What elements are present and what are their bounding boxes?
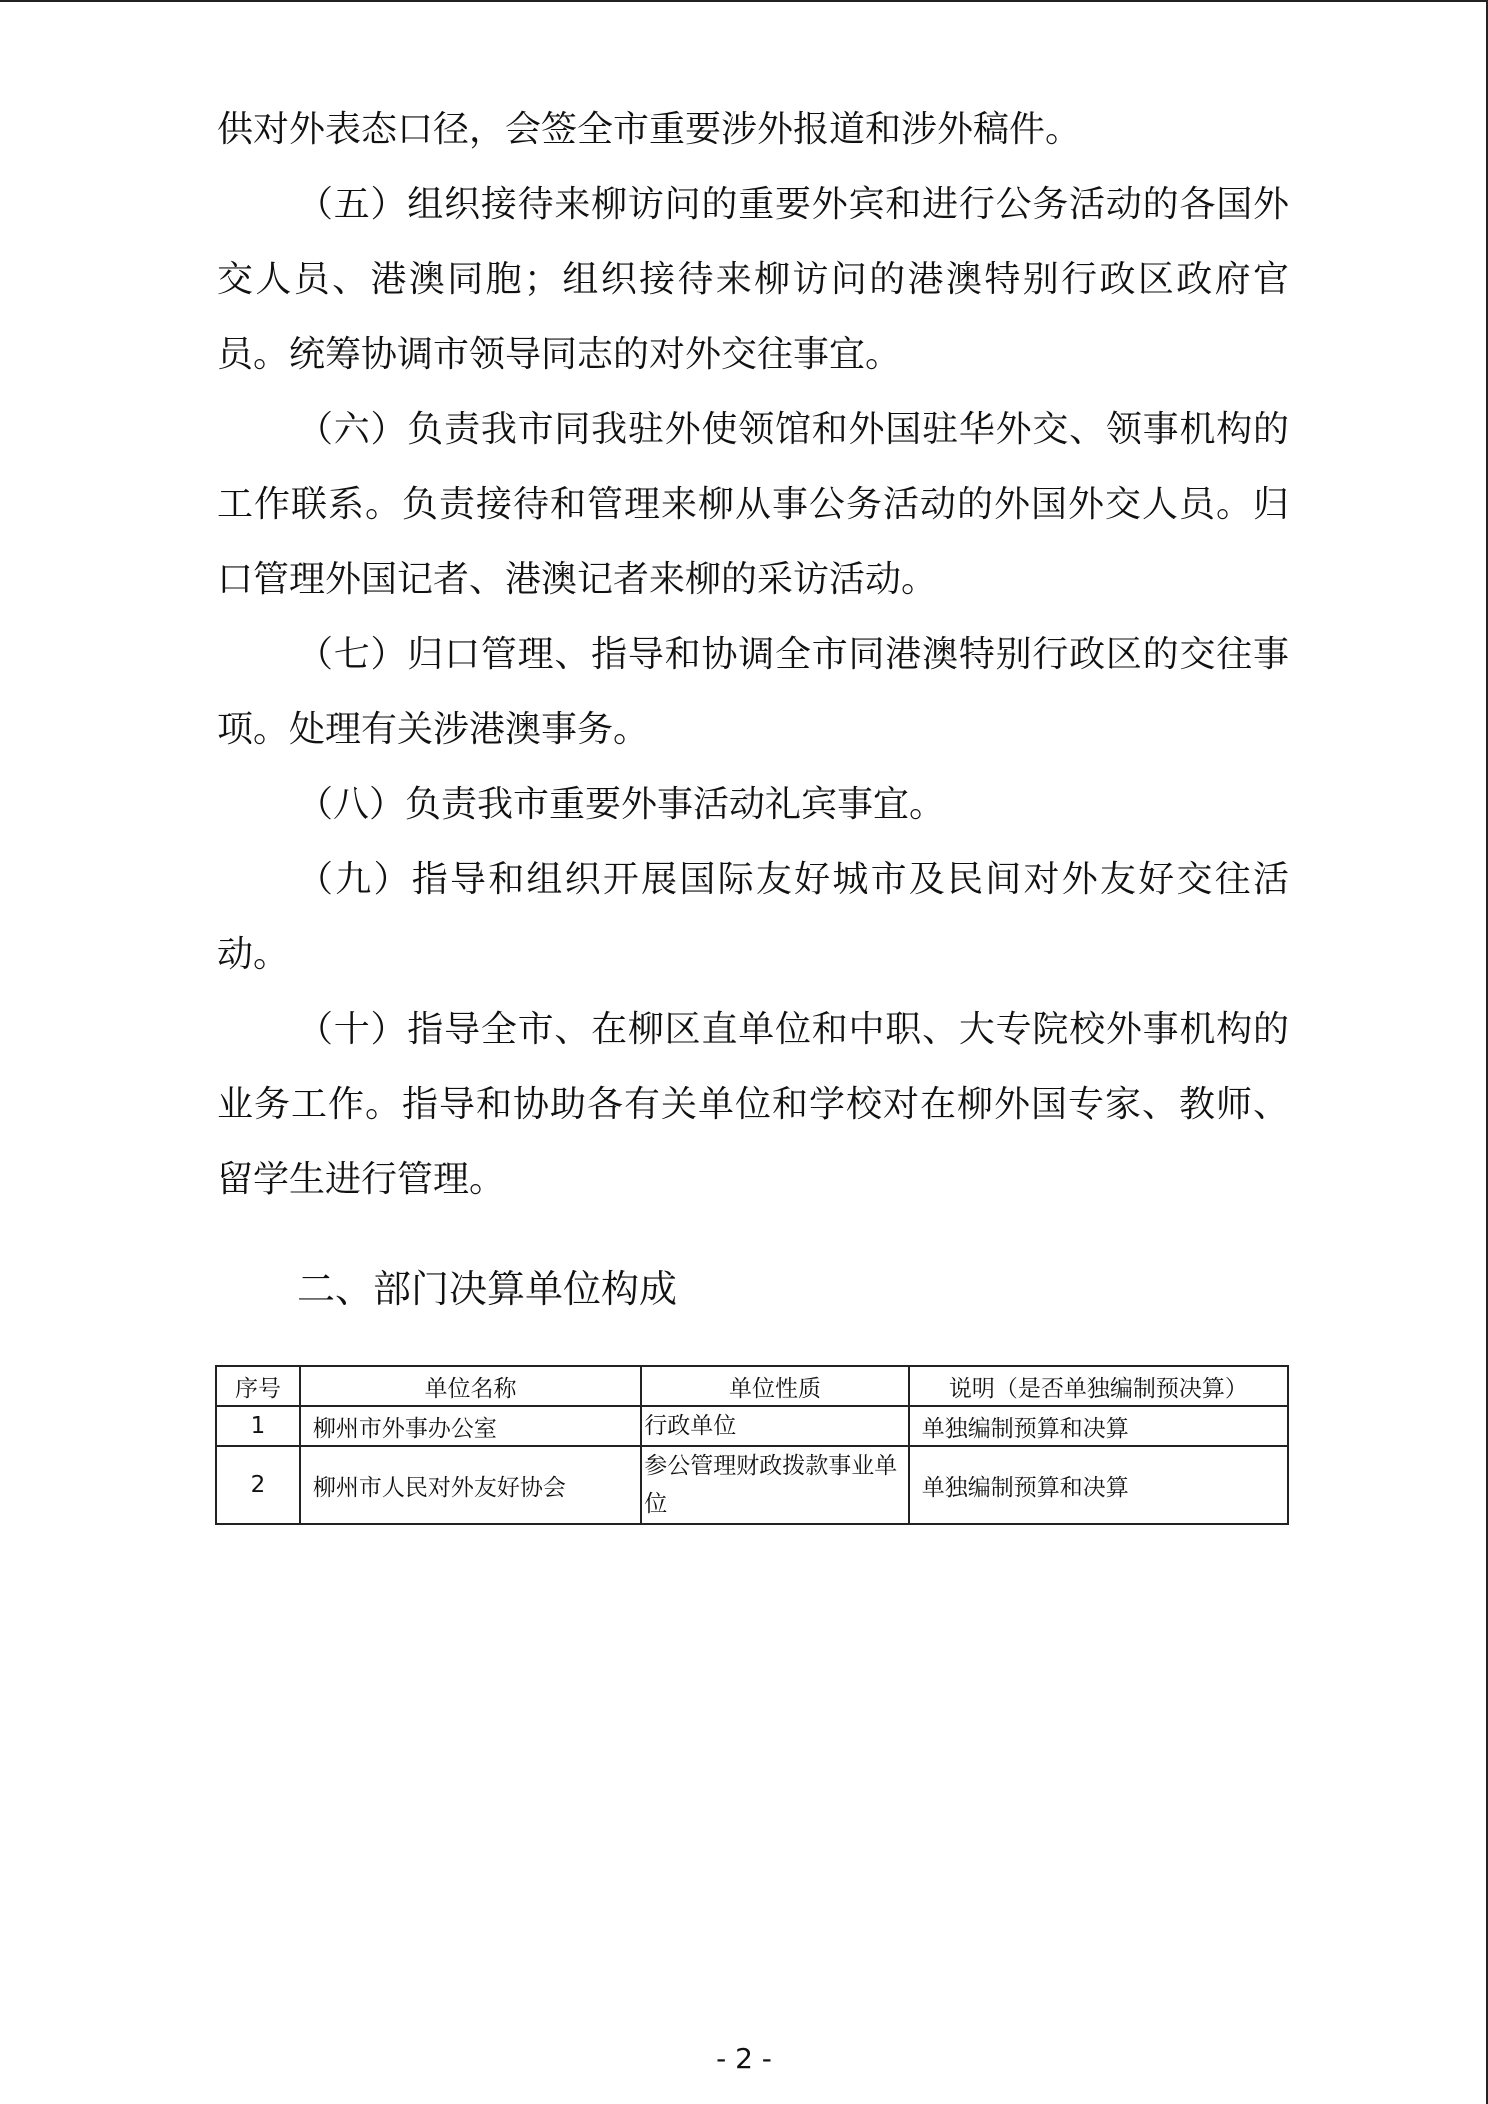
header-nature: 单位性质 xyxy=(641,1366,908,1406)
body-text xyxy=(217,92,1289,1217)
paragraph-item-9: （九）指导和组织开展国际友好城市及民间对外友好交往活动。 xyxy=(217,859,1289,975)
paragraph-item-8: （八）负责我市重要外事活动礼宾事宜。 xyxy=(297,784,946,825)
header-note: 说明（是否单独编制预决算） xyxy=(909,1366,1288,1406)
section-heading: 二、部门决算单位构成 xyxy=(297,1267,678,1311)
table-header-row xyxy=(216,1366,1288,1406)
paragraph-item-7: （七）归口管理、指导和协调全市同港澳特别行政区的交往事项。处理有关涉港澳事务。 xyxy=(217,634,1289,750)
cell-no: 1 xyxy=(216,1406,300,1446)
cell-note: 单独编制预算和决算 xyxy=(909,1406,1288,1446)
table-row xyxy=(216,1446,1288,1524)
page-border-top xyxy=(0,0,1488,2)
paragraph-continuation: 供对外表态口径，会签全市重要涉外报道和涉外稿件。 xyxy=(217,109,1082,150)
cell-nature: 行政单位 xyxy=(641,1406,908,1446)
paragraph-item-6: （六）负责我市同我驻外使领馆和外国驻华外交、领事机构的工作联系。负责接待和管理来柳从事公务活动的外国外交人员。归口管理外国记者、港澳记者来柳的采访活动。 xyxy=(217,409,1289,600)
header-no: 序号 xyxy=(216,1366,300,1406)
cell-no: 2 xyxy=(216,1446,300,1524)
paragraph-item-5: （五）组织接待来柳访问的重要外宾和进行公务活动的各国外交人员、港澳同胞；组织接待来柳访问的港澳特别行政区政府官员。统筹协调市领导同志的对外交往事宜。 xyxy=(217,184,1289,375)
cell-name: 柳州市外事办公室 xyxy=(300,1406,641,1446)
paragraph-item-10: （十）指导全市、在柳区直单位和中职、大专院校外事机构的业务工作。指导和协助各有关单位和学校对在柳外国专家、教师、留学生进行管理。 xyxy=(217,1009,1289,1200)
page-number: - 2 - xyxy=(716,2042,772,2075)
unit-composition-table xyxy=(215,1365,1289,1525)
cell-nature: 参公管理财政拨款事业单位 xyxy=(641,1446,908,1524)
cell-name: 柳州市人民对外友好协会 xyxy=(300,1446,641,1524)
cell-note: 单独编制预算和决算 xyxy=(909,1446,1288,1524)
table-row xyxy=(216,1406,1288,1446)
header-name: 单位名称 xyxy=(300,1366,641,1406)
